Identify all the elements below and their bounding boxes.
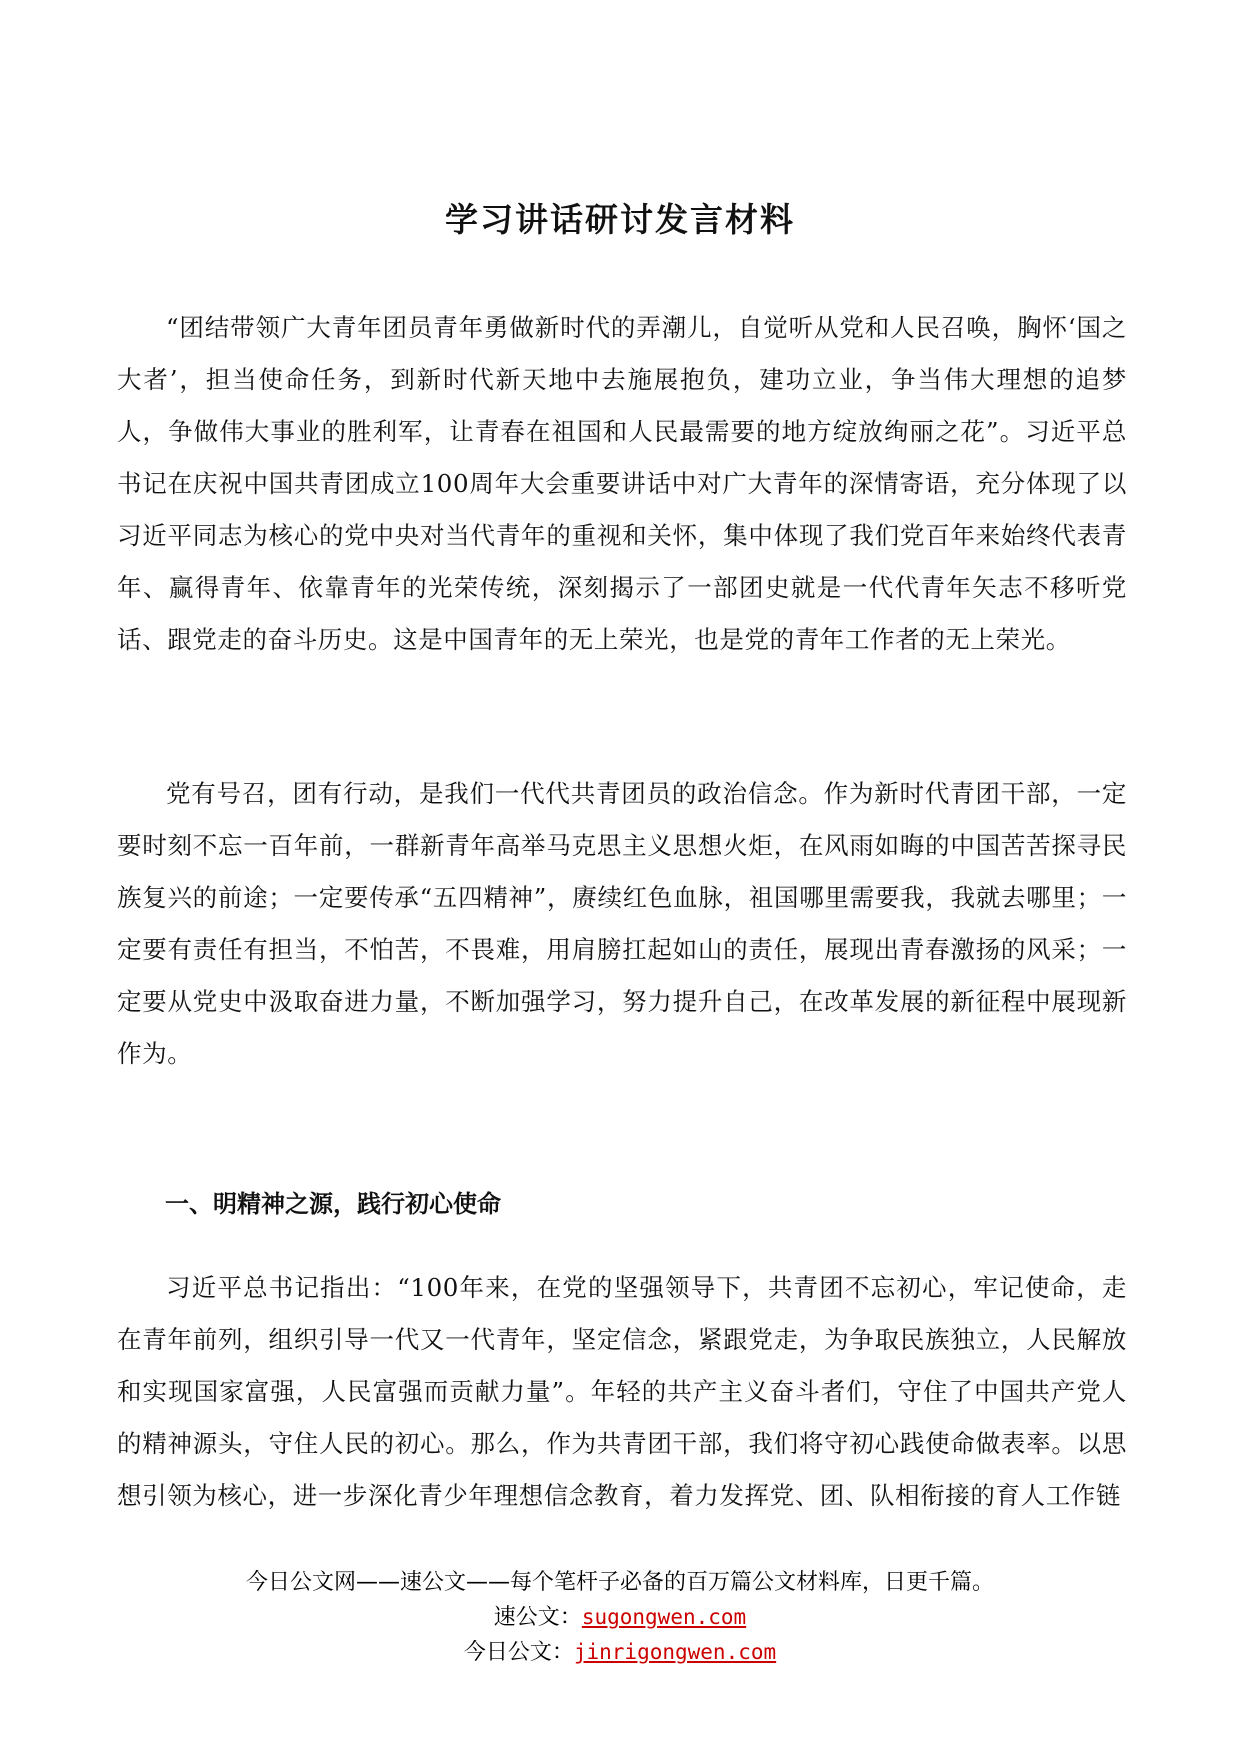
footer-sugongwen-label: 速公文： <box>493 1605 582 1630</box>
jinrigongwen-link[interactable]: jinrigongwen.com <box>573 1640 777 1664</box>
paragraph-intro: “团结带领广大青年团员青年勇做新时代的弄潮儿，自觉听从党和人民召唤，胸怀‘国之大者’，担当使命任务，到新时代新天地中去施展抱负，建功立业，争当伟大理想的追梦人，争做伟大事业的胜利军，让青春在祖国和人民最需要的地方绽放绚丽之花”。习近平总书记在庆祝中国共青团成立100周年大会重要讲话中对广大青年的深情寄语，充分体现了以习近平同志为核心的党中央对当代青年的重视和关怀，集中体现了我们党百年来始终代表青年、赢得青年、依靠青年的光荣传统，深刻揭示了一部团史就是一代代青年矢志不移听党话、跟党走的奋斗历史。这是中国青年的无上荣光，也是党的青年工作者的无上荣光。 <box>117 313 1127 654</box>
sugongwen-link[interactable]: sugongwen.com <box>581 1605 747 1629</box>
footer-jinrigongwen-line <box>0 1635 1240 1670</box>
section-heading: 一、明精神之源，践行初心使命 <box>165 1190 501 1218</box>
footer-slogan: 今日公文网——速公文——每个笔杆子必备的百万篇公文材料库，日更千篇。 <box>245 1570 994 1595</box>
document-title: 学习讲话研讨发言材料 <box>445 200 795 239</box>
footer-sugongwen-line <box>0 1600 1240 1635</box>
footer-jinrigongwen-label: 今日公文： <box>463 1640 574 1665</box>
footer <box>0 1566 1240 1670</box>
paragraph-call-to-action: 党有号召，团有行动，是我们一代代共青团员的政治信念。作为新时代青团干部，一定要时刻不忘一百年前，一群新青年高举马克思主义思想火炬，在风雨如晦的中国苦苦探寻民族复兴的前途；一定要传承“五四精神”，赓续红色血脉，祖国哪里需要我，我就去哪里；一定要有责任有担当，不怕苦，不畏难，用肩膀扛起如山的责任，展现出青春激扬的风采；一定要从党史中汲取奋进力量，不断加强学习，努力提升自己，在改革发展的新征程中展现新作为。 <box>117 779 1127 1068</box>
section-paragraph: 习近平总书记指出：“100年来，在党的坚强领导下，共青团不忘初心，牢记使命，走在青年前列，组织引导一代又一代青年，坚定信念，紧跟党走，为争取民族独立，人民解放和实现国家富强，人民富强而贡献力量”。年轻的共产主义奋斗者们，守住了中国共产党人的精神源头，守住人民的初心。那么，作为共青团干部，我们将守初心践使命做表率。以思想引领为核心，进一步深化青少年理想信念教育，着力发挥党、团、队相衔接的育人工作链 <box>117 1273 1127 1510</box>
